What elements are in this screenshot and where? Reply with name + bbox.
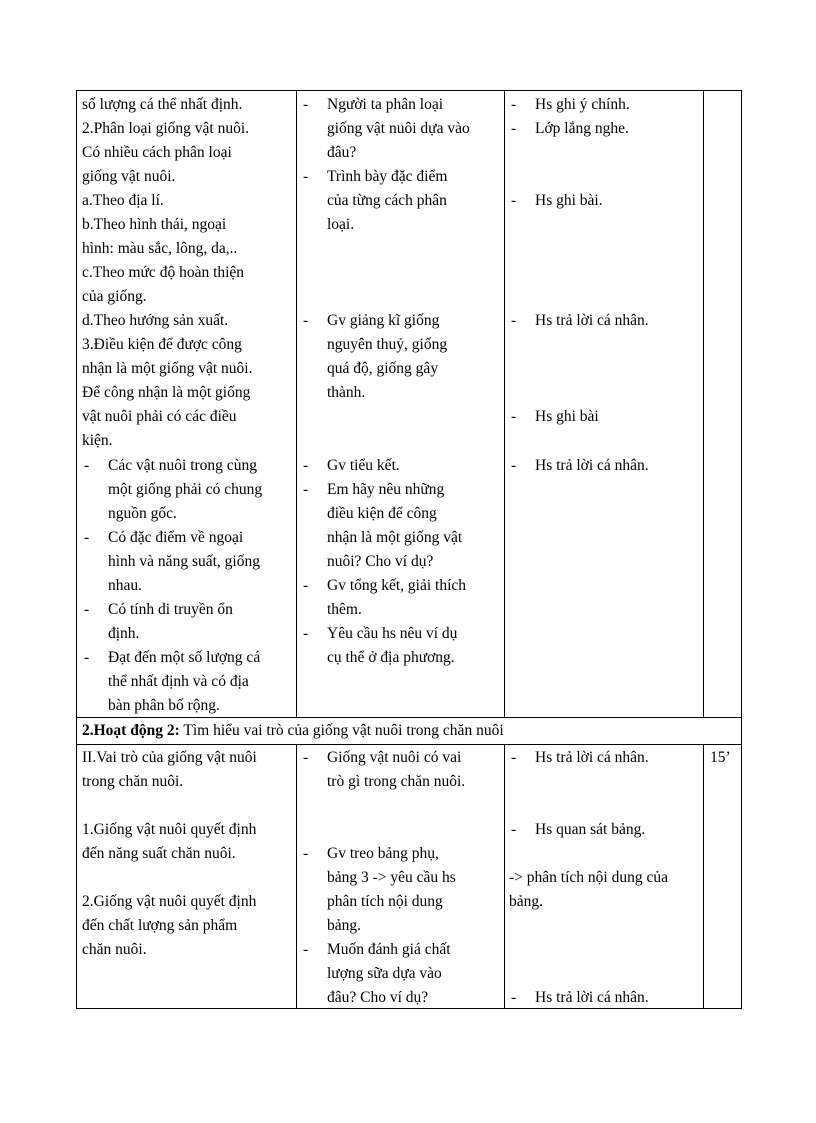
bullet-dash: -	[303, 481, 309, 498]
bullet-line: Hs trả lời cá nhân.	[535, 312, 649, 329]
content-line: nhận là một giống vật nuôi.	[82, 360, 253, 377]
bullet-line: Hs trả lời cá nhân.	[535, 457, 649, 474]
arrow-line: bảng.	[509, 893, 544, 910]
bullet-dash: -	[511, 312, 517, 329]
bullet-line: Trình bày đặc điểm	[327, 168, 448, 185]
bullet-line: Hs quan sát bảng.	[535, 821, 646, 838]
activity-title: Tìm hiểu vai trò của giống vật nuôi trong chăn nuôi	[183, 722, 504, 739]
content-line: II.Vai trò của giống vật nuôi	[82, 749, 257, 766]
bullet-line: lượng sữa dựa vào	[327, 965, 442, 982]
bullet-line: nhau.	[108, 577, 143, 594]
bullet-dash: -	[511, 96, 517, 113]
bullet-dash: -	[303, 96, 309, 113]
content-line: trong chăn nuôi.	[82, 773, 184, 790]
bullet-dash: -	[84, 457, 90, 474]
bullet-dash: -	[303, 625, 309, 642]
bullet-line: Hs ghi bài.	[535, 192, 603, 209]
content-line: a.Theo địa lí.	[82, 192, 164, 209]
bullet-dash: -	[84, 649, 90, 666]
table-left-border	[76, 90, 77, 1009]
bullet-line: Người ta phân loại	[327, 96, 444, 113]
bullet-line: Hs ghi bài	[535, 408, 599, 425]
bullet-line: loại.	[327, 216, 355, 233]
bullet-dash: -	[303, 457, 309, 474]
bullet-line: hình và năng suất, giống	[108, 553, 260, 570]
bullet-line: Có đặc điểm về ngoại	[108, 529, 244, 546]
bullet-line: nguyên thuỷ, giống	[327, 336, 448, 353]
lesson-table	[76, 90, 742, 1009]
row-divider-activity-bottom	[76, 744, 742, 745]
bullet-line: nuôi? Cho ví dụ?	[327, 553, 434, 570]
bullet-dash: -	[303, 749, 309, 766]
bullet-line: Các vật nuôi trong cùng	[108, 457, 257, 474]
content-line: chăn nuôi.	[82, 941, 147, 958]
col-divider-3b	[703, 744, 704, 1009]
content-line: 3.Điều kiện để được công	[82, 336, 242, 353]
bullet-line: đâu?	[327, 144, 357, 161]
bullet-line: của từng cách phân	[327, 192, 447, 209]
bullet-line: Gv giảng kĩ giống	[327, 312, 440, 329]
bullet-line: bàn phân bố rộng.	[108, 697, 220, 714]
bullet-line: Yêu cầu hs nêu ví dụ	[327, 625, 458, 642]
col-divider-2	[504, 90, 505, 718]
bullet-line: Em hãy nêu những	[327, 481, 445, 498]
bullet-line: Lớp lắng nghe.	[535, 120, 629, 137]
content-line: Để công nhận là một giống	[82, 384, 251, 401]
content-line: của giống.	[82, 288, 147, 305]
arrow-line: -> phân tích nội dung của	[509, 869, 668, 886]
bullet-dash: -	[511, 192, 517, 209]
bullet-dash: -	[303, 577, 309, 594]
bullet-line: Hs trả lời cá nhân.	[535, 749, 649, 766]
bullet-line: bảng.	[327, 917, 362, 934]
table-right-border	[741, 90, 742, 1009]
table-top-border	[76, 90, 742, 91]
bullet-dash: -	[303, 312, 309, 329]
content-line: b.Theo hình thái, ngoại	[82, 216, 227, 233]
activity-heading	[82, 719, 504, 743]
content-line: 2.Giống vật nuôi quyết định	[82, 893, 257, 910]
bullet-line: quá độ, giống gây	[327, 360, 439, 377]
bullet-dash: -	[84, 529, 90, 546]
bullet-dash: -	[303, 168, 309, 185]
bullet-dash: -	[511, 457, 517, 474]
time-value: 15’	[710, 749, 731, 766]
bullet-dash: -	[511, 989, 517, 1006]
content-line: số lượng cá thể nhất định.	[82, 96, 243, 113]
bullet-dash: -	[303, 941, 309, 958]
content-line: c.Theo mức độ hoàn thiện	[82, 264, 245, 281]
activity-label: 2.Hoạt động 2:	[82, 722, 180, 739]
col-divider-2b	[504, 744, 505, 1009]
bullet-line: trò gì trong chăn nuôi.	[327, 773, 466, 790]
bullet-line: phân tích nội dung	[327, 893, 443, 910]
content-line: 1.Giống vật nuôi quyết định	[82, 821, 257, 838]
content-line: d.Theo hướng sản xuất.	[82, 312, 229, 329]
content-line: Có nhiều cách phân loại	[82, 144, 232, 161]
bullet-line: điều kiện để công	[327, 505, 437, 522]
bullet-line: đâu? Cho ví dụ?	[327, 989, 429, 1006]
content-line: vật nuôi phải có các điều	[82, 408, 237, 425]
bullet-dash: -	[511, 120, 517, 137]
content-line: giống vật nuôi.	[82, 168, 176, 185]
content-line: 2.Phân loại giống vật nuôi.	[82, 120, 250, 137]
bullet-line: giống vật nuôi dựa vào	[327, 120, 470, 137]
bullet-line: thành.	[327, 384, 366, 401]
col-divider-3	[703, 90, 704, 718]
content-line: đến năng suất chăn nuôi.	[82, 845, 236, 862]
bullet-line: thêm.	[327, 601, 362, 618]
bullet-line: định.	[108, 625, 140, 642]
bullet-line: Muốn đánh giá chất	[327, 941, 451, 958]
bullet-line: nhận là một giống vật	[327, 529, 463, 546]
bullet-line: Đạt đến một số lượng cá	[108, 649, 261, 666]
bullet-dash: -	[511, 749, 517, 766]
bullet-line: thể nhất định và có địa	[108, 673, 249, 690]
bullet-line: một giống phải có chung	[108, 481, 263, 498]
bullet-line: Hs ghi ý chính.	[535, 96, 630, 113]
bullet-line: Giống vật nuôi có vai	[327, 749, 462, 766]
content-line: đến chất lượng sản phẩm	[82, 917, 238, 934]
content-line: kiện.	[82, 432, 113, 449]
bullet-line: Gv tiểu kết.	[327, 457, 400, 474]
bullet-line: Hs trả lời cá nhân.	[535, 989, 649, 1006]
bullet-line: Gv tổng kết, giải thích	[327, 577, 467, 594]
bullet-dash: -	[511, 821, 517, 838]
bullet-line: Có tính di truyền ổn	[108, 601, 233, 618]
bullet-dash: -	[511, 408, 517, 425]
bullet-dash: -	[303, 845, 309, 862]
bullet-line: bảng 3 -> yêu cầu hs	[327, 869, 456, 886]
bullet-dash: -	[84, 601, 90, 618]
bullet-line: Gv treo bảng phụ,	[327, 845, 439, 862]
bullet-line: nguồn gốc.	[108, 505, 177, 522]
bullet-line: cụ thể ở địa phương.	[327, 649, 455, 666]
col-divider-1	[296, 90, 297, 718]
content-line: hình: màu sắc, lông, da,..	[82, 240, 238, 257]
col-divider-1b	[296, 744, 297, 1009]
